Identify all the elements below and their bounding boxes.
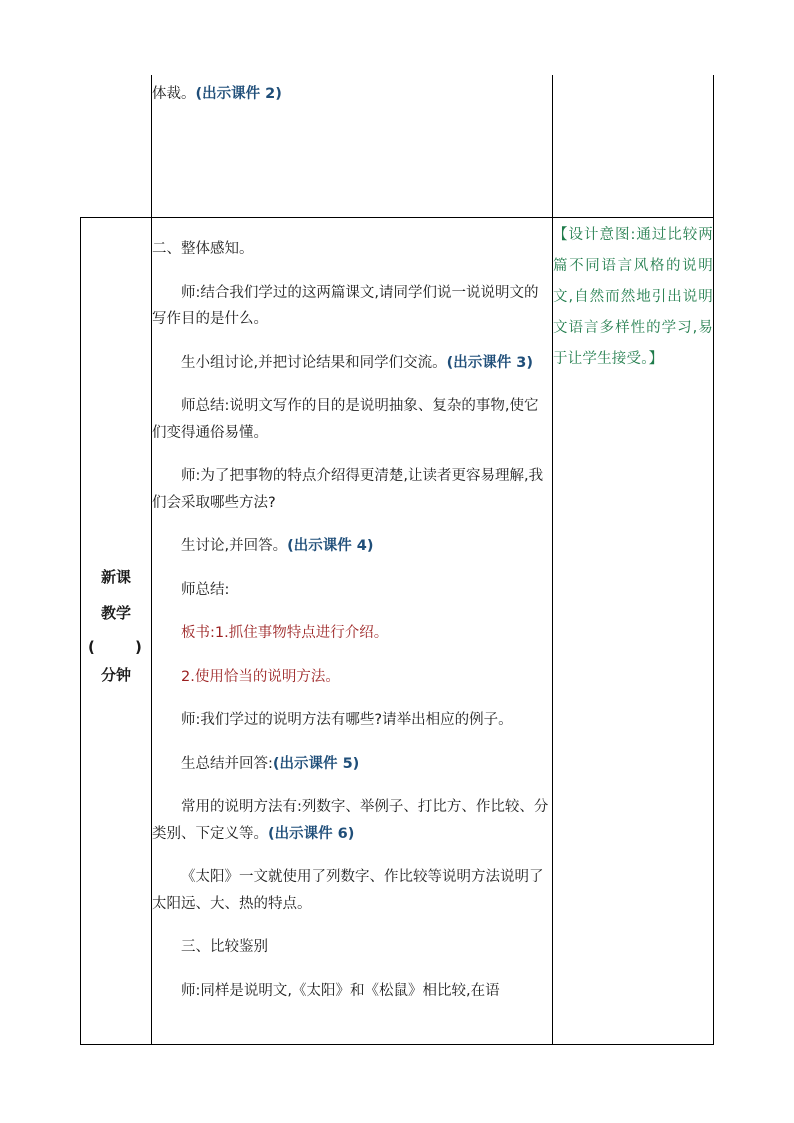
paragraph (152, 533, 552, 560)
courseware-note: (出示课件 6) (268, 825, 355, 842)
table-border-bottom (80, 1044, 714, 1045)
paragraph-text: 生总结并回答: (181, 755, 273, 772)
courseware-note: (出示课件 4) (287, 538, 374, 554)
top-row-sentence: 体裁。 (152, 86, 196, 102)
table-border-right (713, 75, 714, 1045)
heading-comparison: 三、比较鉴别 (181, 939, 268, 955)
section-label-line3: 分钟 (100, 666, 131, 684)
board-writing-2: 2.使用恰当的说明方法。 (181, 668, 340, 685)
paragraph: 师:结合我们学过的这两篇课文,请同学们说一说说明文的写作目的是什么。 (152, 284, 539, 327)
top-row-text (152, 84, 282, 104)
row-separator (80, 217, 714, 218)
section-label-line2: 教学 (100, 604, 131, 622)
paragraph-text: 生小组讨论,并把讨论结果和同学们交流。 (181, 354, 447, 371)
board-writing-1: 板书:1.抓住事物特点进行介绍。 (181, 625, 389, 641)
courseware-note: (出示课件 5) (272, 755, 360, 772)
heading-overall-perception: 二、整体感知。 (152, 241, 254, 257)
paragraph: 师:同样是说明文,《太阳》和《松鼠》相比较,在语 (181, 982, 500, 999)
paragraph (152, 751, 552, 778)
design-intent-note: 【设计意图:通过比较两篇不同语言风格的说明文,自然而然地引出说明文语言多样性的学习,易于让学生接受。】 (553, 227, 713, 367)
paragraph-text: 生讨论,并回答。 (181, 538, 288, 554)
paragraph-text: 常用的说明方法有:列数字、举例子、打比方、作比较、分类别、下定义等。 (152, 799, 549, 842)
section-label-line1: 新课 (100, 568, 131, 586)
paragraph: 师:我们学过的说明方法有哪些?请举出相应的例子。 (181, 712, 513, 728)
table-border-left (80, 217, 81, 1045)
time-paren-close: ) (135, 638, 142, 656)
paragraph: 师总结:说明文写作的目的是说明抽象、复杂的事物,使它们变得通俗易懂。 (152, 398, 539, 441)
paragraph: 师总结: (181, 581, 230, 598)
courseware-note: (出示课件 2) (195, 86, 282, 102)
courseware-note: (出示课件 3) (446, 354, 534, 371)
paragraph (152, 350, 552, 377)
paragraph: 《太阳》一文就使用了列数字、作比较等说明方法说明了太阳远、大、热的特点。 (152, 869, 544, 912)
paragraph: 师:为了把事物的特点介绍得更清楚,让读者更容易理解,我们会采取哪些方法? (152, 468, 544, 511)
time-paren-open: ( (88, 638, 95, 656)
lesson-content (152, 236, 552, 1004)
paragraph (152, 794, 552, 847)
